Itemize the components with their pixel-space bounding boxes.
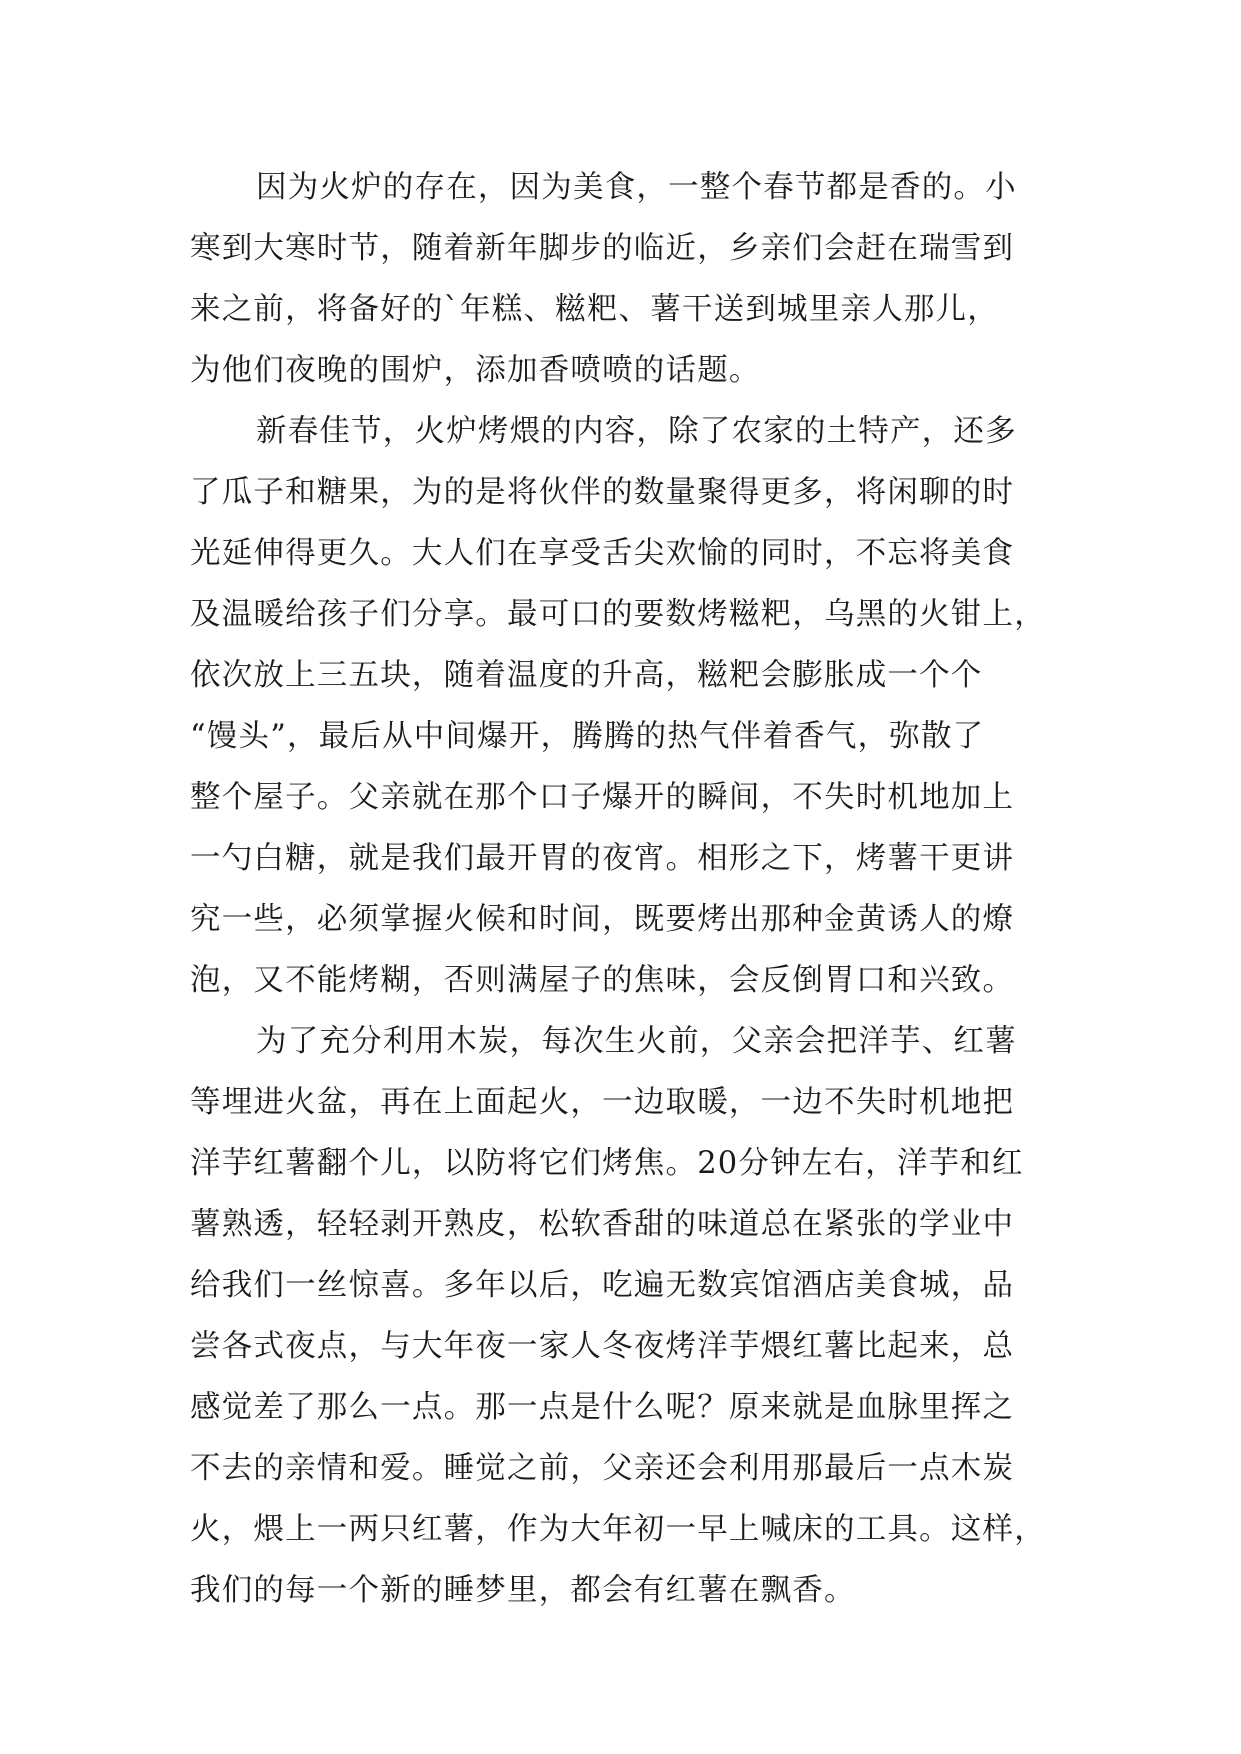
paragraph-3-line-1: 为了充分利用木炭，每次生火前，父亲会把洋芋、红薯 (256, 1024, 1017, 1059)
paragraph-2-line-8: 一勺白糖，就是我们最开胃的夜宵。相形之下，烤薯干更讲 (190, 841, 1015, 876)
paragraph-2-line-9: 究一些，必须掌握火候和时间，既要烤出那种金黄诱人的燎 (190, 902, 1015, 937)
paragraph-3-line-2: 等埋进火盆，再在上面起火，一边取暖，一边不失时机地把 (190, 1085, 1015, 1120)
paragraph-3-line-3: 洋芋红薯翻个儿，以防将它们烤焦。20分钟左右，洋芋和红 (190, 1146, 1024, 1181)
body-text (190, 157, 1070, 1621)
paragraph-1-line-1: 因为火炉的存在，因为美食，一整个春节都是香的。小 (256, 170, 1017, 205)
paragraph-2-line-1: 新春佳节，火炉烤煨的内容，除了农家的土特产，还多 (256, 414, 1017, 449)
paragraph-2-line-7: 整个屋子。父亲就在那个口子爆开的瞬间，不失时机地加上 (190, 780, 1015, 815)
paragraph-1-line-2: 寒到大寒时节，随着新年脚步的临近，乡亲们会赶在瑞雪到 (190, 231, 1015, 266)
paragraph-2-line-5: 依次放上三五块，随着温度的升高，糍粑会膨胀成一个个 (190, 658, 983, 693)
paragraph-3-line-7: 感觉差了那么一点。那一点是什么呢？原来就是血脉里挥之 (190, 1390, 1015, 1425)
paragraph-2-line-2: 了瓜子和糖果，为的是将伙伴的数量聚得更多，将闲聊的时 (190, 475, 1015, 510)
paragraph-3-line-8: 不去的亲情和爱。睡觉之前，父亲还会利用那最后一点木炭 (190, 1451, 1015, 1486)
paragraph-3-line-9: 火，煨上一两只红薯，作为大年初一早上喊床的工具。这样， (190, 1512, 1046, 1547)
paragraph-3-line-6: 尝各式夜点，与大年夜一家人冬夜烤洋芋煨红薯比起来，总 (190, 1329, 1015, 1364)
paragraph-3-line-4: 薯熟透，轻轻剥开熟皮，松软香甜的味道总在紧张的学业中 (190, 1207, 1015, 1242)
paragraph-3-line-5: 给我们一丝惊喜。多年以后，吃遍无数宾馆酒店美食城，品 (190, 1268, 1015, 1303)
paragraph-2-line-10: 泡，又不能烤糊，否则满屋子的焦味，会反倒胃口和兴致。 (190, 963, 1015, 998)
paragraph-3-line-10: 我们的每一个新的睡梦里，都会有红薯在飘香。 (190, 1573, 856, 1608)
paragraph-2-line-4: 及温暖给孩子们分享。最可口的要数烤糍粑，乌黑的火钳上， (190, 597, 1046, 632)
paragraph-1-line-4: 为他们夜晚的围炉，添加香喷喷的话题。 (190, 353, 761, 388)
paragraph-2-line-3: 光延伸得更久。大人们在享受舌尖欢愉的同时，不忘将美食 (190, 536, 1015, 571)
paragraph-1-line-3: 来之前，将备好的`年糕、糍粑、薯干送到城里亲人那儿， (190, 292, 999, 327)
paragraph-2-line-6: “馒头”，最后从中间爆开，腾腾的热气伴着香气，弥散了 (190, 719, 985, 754)
